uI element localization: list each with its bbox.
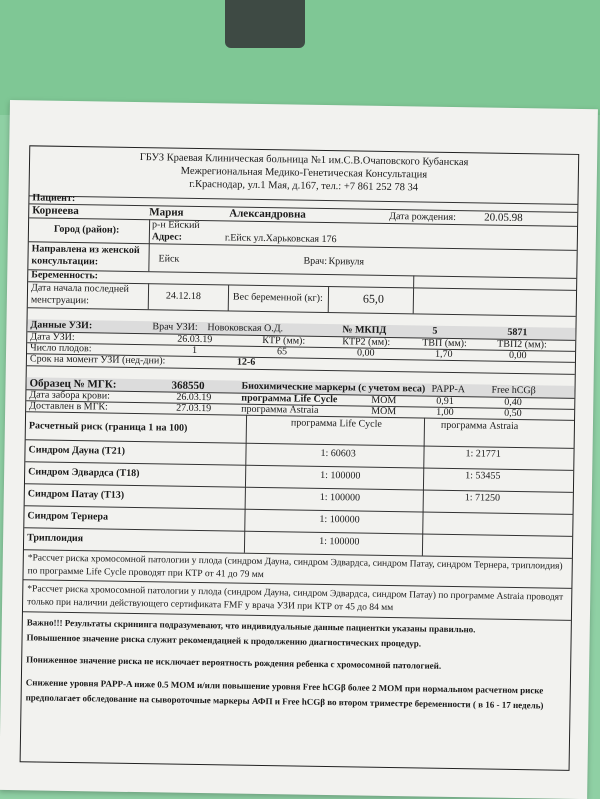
hcg-lc: 0,40 <box>504 396 522 409</box>
note-astraia: *Рассчет риска хромосомной патологии у плода (синдром Дауна, синдром Эдвардса, синдром Патау) по программе Astraia проводят только при наличии действующего сертификата FMF у врача УЗИ при КТР от 45 до 84 мм <box>27 584 564 614</box>
risk-astraia: 1: 71250 <box>464 492 501 504</box>
risk-astraia: 1: 21771 <box>465 448 501 460</box>
clinic-name: ГБУЗ Краевая Клиническая больница №1 им.С.В.Очаповского Кубанская <box>139 152 469 169</box>
hcg-header: Free hCGβ <box>491 384 536 397</box>
tvp-label: ТВП (мм): <box>422 337 467 350</box>
sample-label: Образец № МГК: <box>29 377 117 391</box>
patronymic: Александровна <box>229 207 306 221</box>
important-label: Важно!!! <box>26 617 63 628</box>
mkpd-number: 5871 <box>507 326 528 339</box>
important-2: Повышенное значение риска служит рекомендацией к продолжению диагностических процедур. <box>26 632 422 649</box>
sample-number: 368550 <box>171 379 205 393</box>
term-label: Срок на момент УЗИ (нед-дни): <box>29 353 166 367</box>
address-label: Адрес: <box>151 231 183 243</box>
fetus-label: Число плодов: <box>30 342 92 355</box>
important-4: Снижение уровня PAPP-A ниже 0.5 MOM и/или повышение уровня Free hCGβ более 2 MOM при нормальном расчетном риске предполагает обследование на сывороточные маркеры АФП и Free hCGβ во втором триместре беременности ( в 16 - 17 недель) <box>25 677 544 711</box>
first-name: Мария <box>149 206 184 219</box>
pregnancy-label: Беременность: <box>31 269 99 282</box>
weight-value: 65,0 <box>362 291 385 306</box>
mkpd-value: 5 <box>432 325 438 337</box>
screening-form <box>20 145 580 771</box>
risk-name: Синдром Эдвардса (Т18) <box>28 466 140 480</box>
important-section <box>21 611 571 770</box>
mkpd-label: № МКПД <box>342 324 387 336</box>
dob-label: Дата рождения: <box>389 210 456 224</box>
risk-lifecycle: 1: 100000 <box>319 513 360 526</box>
pappa-lc: 0,91 <box>436 395 454 408</box>
us-date: 26.03.19 <box>177 333 213 346</box>
program-lifecycle: программа Life Cycle <box>241 392 338 406</box>
risk-label: Расчетный риск (граница 1 на 100) <box>28 420 188 434</box>
risk-lifecycle: 1: 100000 <box>320 469 361 482</box>
ktr-value: 65 <box>276 346 288 358</box>
delivered-label: Доставлен в МГК: <box>29 400 108 413</box>
risk-name: Синдром Тернера <box>27 510 109 523</box>
note-lifecycle: *Рассчет риска хромосомной патологии у плода (синдром Дауна, синдром Эдвардса, синдром Патау, синдром Тернера, триплоидия) по программе Life Cycle проводят при КТР от 41 до 79 мм <box>27 553 563 581</box>
tvp2-value: 0,00 <box>508 349 527 362</box>
referral-city: Ейск <box>158 253 180 265</box>
document-page <box>0 100 598 799</box>
city-value: р-н Ейский <box>151 219 200 231</box>
referral-doctor: Кривуля <box>328 256 365 268</box>
term-value: 12-6 <box>236 356 256 368</box>
us-date-label: Дата УЗИ: <box>30 331 75 344</box>
ktr-label: КТР (мм): <box>262 334 306 347</box>
patient-label: Пациент: <box>32 192 76 205</box>
clinic-address: г.Краснодар, ул.1 Мая, д.167, тел.: +7 861 252 78 34 <box>189 178 419 194</box>
risk-astraia: 1: 53455 <box>465 470 501 482</box>
city-label: Город (район): <box>53 223 120 236</box>
tvp-value: 1,70 <box>434 348 453 360</box>
lmp-label: Дата начала последней менструации: <box>30 282 130 307</box>
address-value: г.Ейск ул.Харьковская 176 <box>224 232 337 246</box>
ktr2-label: КТР2 (мм): <box>342 336 391 349</box>
risk-name: Синдром Патау (Т13) <box>27 488 125 501</box>
risk-name: Синдром Дауна (Т21) <box>28 444 126 457</box>
pappa-as: 1,00 <box>436 406 454 419</box>
ultrasound-label: Данные УЗИ: <box>30 319 93 332</box>
mom-label-2: MOM <box>371 405 397 418</box>
last-name: Корнеева <box>32 204 79 218</box>
tvp2-label: ТВП2 (мм): <box>497 338 547 351</box>
consultation-name: Межрегиональная Медико-Генетическая Консультация <box>180 165 428 181</box>
important-1: Результаты скрининга подразумевают, что индивидуальные данные пациентки указаны правильно. <box>64 617 476 635</box>
risk-lifecycle: 1: 60603 <box>320 447 356 460</box>
risk-lifecycle: 1: 100000 <box>319 491 361 504</box>
mom-label-1: MOM <box>371 394 397 407</box>
weight-label: Вес беременной (кг): <box>232 291 323 304</box>
risk-lifecycle: 1: 100000 <box>319 535 360 548</box>
risk-col-lifecycle: программа Life Cycle <box>290 417 382 430</box>
pappa-header: PAPP-A <box>431 383 466 396</box>
hcg-as: 0,50 <box>504 407 522 420</box>
ktr2-value: 0,00 <box>356 347 375 359</box>
lmp-value: 24.12.18 <box>165 290 202 303</box>
dob-value: 20.05.98 <box>484 211 523 225</box>
risk-name: Триплоидия <box>27 532 84 545</box>
fetus-value: 1 <box>192 344 198 356</box>
referral-doctor-label: Врач: <box>303 255 328 267</box>
delivered-date: 27.03.19 <box>176 402 212 415</box>
us-doctor: Новоковская О.Д. <box>207 322 284 335</box>
referral-label: Направлена из женской консультации: <box>31 243 140 268</box>
markers-label: Биохимические маркеры (с учетом веса) <box>241 380 426 395</box>
blood-date: 26.03.19 <box>176 391 212 404</box>
blood-date-label: Дата забора крови: <box>29 389 111 402</box>
us-doctor-label: Врач УЗИ: <box>152 321 198 333</box>
program-astraia: программа Astraia <box>241 403 319 416</box>
important-3: Пониженное значение риска не исключает вероятность рождения ребенка с хромосомной патологией. <box>26 654 442 671</box>
binder-clip <box>225 0 305 48</box>
risk-col-astraia: программа Astraia <box>440 419 519 433</box>
